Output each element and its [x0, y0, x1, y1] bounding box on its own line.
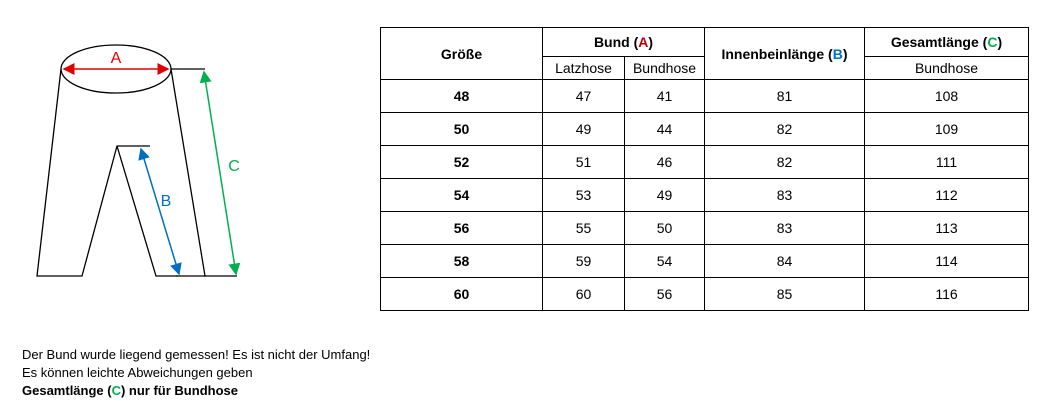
header-inseam: Innenbeinlänge (B) [705, 28, 865, 80]
cell-inseam: 85 [705, 278, 865, 311]
cell-total: 112 [865, 179, 1029, 212]
measure-b-arrow [141, 149, 179, 274]
note-line-2: Es können leichte Abweichungen geben [22, 365, 253, 380]
header-bund-letter: A [638, 34, 649, 50]
note-line-1: Der Bund wurde liegend gemessen! Es ist nicht der Umfang! [22, 347, 371, 362]
notes [22, 346, 370, 400]
cell-latz: 47 [543, 80, 625, 113]
table-row [381, 113, 1029, 146]
cell-size: 52 [381, 146, 543, 179]
cell-bund: 54 [625, 245, 705, 278]
cell-total: 109 [865, 113, 1029, 146]
cell-size: 60 [381, 278, 543, 311]
note-line-3: Gesamtlänge (C) nur für Bundhose [22, 383, 238, 398]
cell-bund: 50 [625, 212, 705, 245]
size-table [380, 27, 1029, 311]
cell-inseam: 81 [705, 80, 865, 113]
header-inseam-letter: B [832, 45, 843, 62]
header-bund: Bund (A) [543, 28, 705, 57]
cell-bund: 46 [625, 146, 705, 179]
table-row [381, 278, 1029, 311]
cell-total: 111 [865, 146, 1029, 179]
note-line-3-letter: C [111, 383, 121, 398]
header-size: Größe [381, 28, 543, 80]
cell-total: 114 [865, 245, 1029, 278]
cell-bund: 44 [625, 113, 705, 146]
table-row [381, 212, 1029, 245]
cell-size: 50 [381, 113, 543, 146]
cell-latz: 59 [543, 245, 625, 278]
label-c: C [228, 158, 240, 175]
subheader-bundhose: Bundhose [625, 57, 705, 80]
cell-size: 54 [381, 179, 543, 212]
table-header-row [381, 28, 1029, 57]
cell-inseam: 84 [705, 245, 865, 278]
cell-size: 48 [381, 80, 543, 113]
cell-total: 113 [865, 212, 1029, 245]
table-row [381, 245, 1029, 278]
cell-size: 56 [381, 212, 543, 245]
table-row [381, 179, 1029, 212]
table-row [381, 80, 1029, 113]
cell-latz: 55 [543, 212, 625, 245]
cell-bund: 41 [625, 80, 705, 113]
pants-measurement-diagram [0, 0, 370, 300]
header-total-letter: C [987, 34, 998, 50]
subheader-latzhose: Latzhose [543, 57, 625, 80]
cell-total: 108 [865, 80, 1029, 113]
cell-latz: 49 [543, 113, 625, 146]
cell-inseam: 83 [705, 212, 865, 245]
label-b: B [160, 193, 172, 210]
cell-latz: 53 [543, 179, 625, 212]
cell-latz: 51 [543, 146, 625, 179]
subheader-total-bundhose: Bundhose [865, 57, 1029, 80]
header-total: Gesamtlänge (C) [865, 28, 1029, 57]
pants-outline [37, 45, 237, 276]
cell-total: 116 [865, 278, 1029, 311]
table-row [381, 146, 1029, 179]
cell-inseam: 82 [705, 146, 865, 179]
cell-inseam: 83 [705, 179, 865, 212]
cell-latz: 60 [543, 278, 625, 311]
label-a: A [110, 50, 122, 67]
cell-bund: 49 [625, 179, 705, 212]
cell-bund: 56 [625, 278, 705, 311]
cell-inseam: 82 [705, 113, 865, 146]
cell-size: 58 [381, 245, 543, 278]
